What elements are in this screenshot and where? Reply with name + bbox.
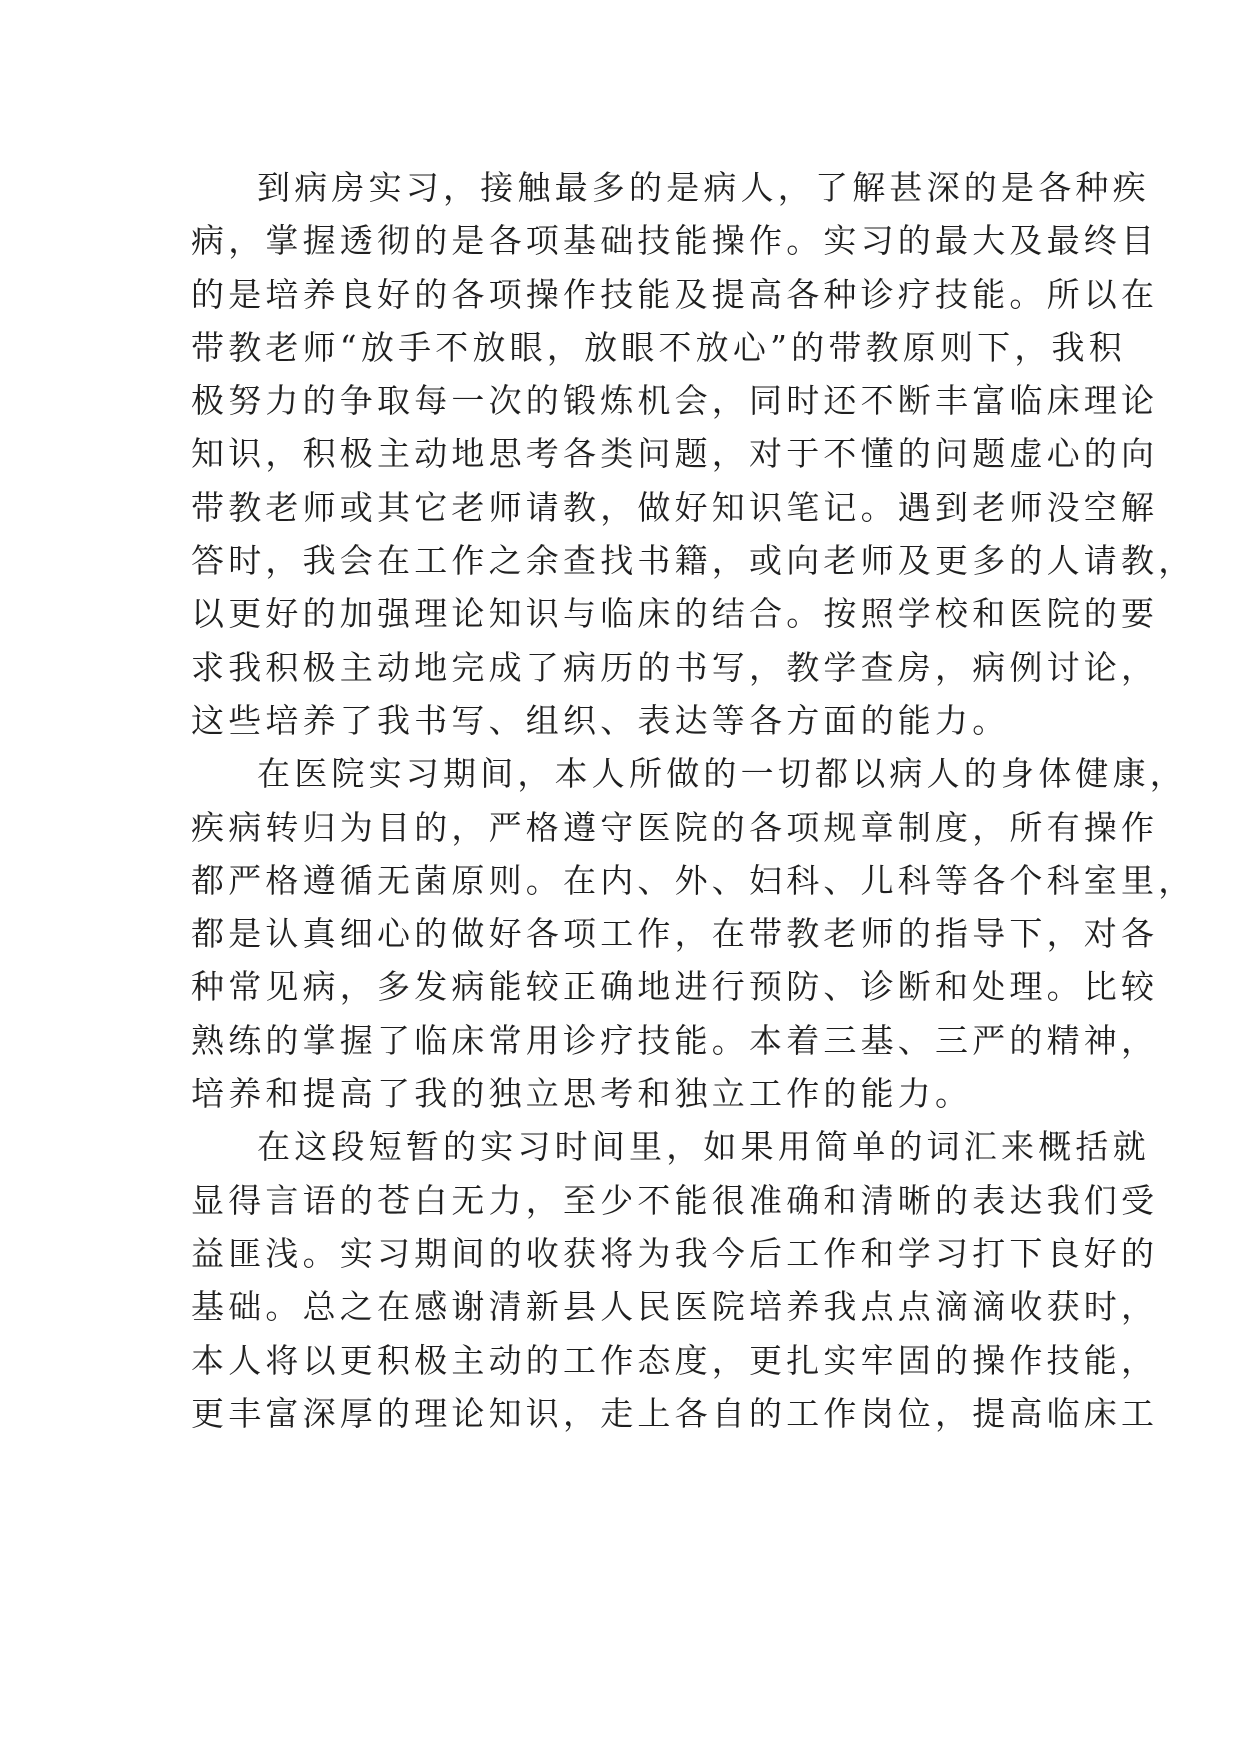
text-line: 求我积极主动地完成了病历的书写，教学查房，病例讨论， <box>191 647 1159 687</box>
paragraph-3 <box>191 1120 1159 1440</box>
text-line: 都严格遵循无菌原则。在内、外、妇科、儿科等各个科室里， <box>191 860 1196 900</box>
text-line: 基础。总之在感谢清新县人民医院培养我点点滴滴收获时， <box>191 1287 1159 1327</box>
text-line: 答时，我会在工作之余查找书籍，或向老师及更多的人请教， <box>191 541 1196 581</box>
text-line: 益匪浅。实习期间的收获将为我今后工作和学习打下良好的 <box>191 1233 1159 1273</box>
text-line: 极努力的争取每一次的锻炼机会，同时还不断丰富临床理论 <box>191 381 1159 421</box>
text-line: 到病房实习，接触最多的是病人，了解甚深的是各种疾 <box>257 168 1150 207</box>
text-line: 都是认真细心的做好各项工作，在带教老师的指导下，对各 <box>191 914 1159 954</box>
text-line: 在这段短暂的实习时间里，如果用简单的词汇来概括就 <box>257 1127 1150 1167</box>
text-line: 以更好的加强理论知识与临床的结合。按照学校和医院的要 <box>191 594 1159 634</box>
paragraph-2 <box>191 747 1196 1120</box>
text-line: 带教老师或其它老师请教，做好知识笔记。遇到老师没空解 <box>191 487 1159 527</box>
text-line: 带教老师“放手不放眼，放眼不放心”的带教原则下，我积 <box>191 327 1126 367</box>
text-line: 知识，积极主动地思考各类问题，对于不懂的问题虚心的向 <box>191 434 1159 474</box>
text-line: 疾病转归为目的，严格遵守医院的各项规章制度，所有操作 <box>191 807 1159 847</box>
text-line: 这些培养了我书写、组织、表达等各方面的能力。 <box>191 700 1010 740</box>
text-line: 熟练的掌握了临床常用诊疗技能。本着三基、三严的精神， <box>191 1020 1159 1060</box>
text-line: 培养和提高了我的独立思考和独立工作的能力。 <box>191 1074 973 1114</box>
text-line: 在医院实习期间，本人所做的一切都以病人的身体健康， <box>257 754 1187 794</box>
text-line: 种常见病，多发病能较正确地进行预防、诊断和处理。比较 <box>191 967 1159 1007</box>
text-line: 更丰富深厚的理论知识，走上各自的工作岗位，提高临床工 <box>191 1393 1159 1433</box>
text-line: 病，掌握透彻的是各项基础技能操作。实习的最大及最终目 <box>191 221 1159 261</box>
text-line: 显得言语的苍白无力，至少不能很准确和清晰的表达我们受 <box>191 1180 1159 1220</box>
text-line: 的是培养良好的各项操作技能及提高各种诊疗技能。所以在 <box>191 274 1159 314</box>
paragraph-1 <box>191 161 1196 747</box>
text-line: 本人将以更积极主动的工作态度，更扎实牢固的操作技能， <box>191 1340 1159 1380</box>
document-body <box>191 161 1196 1440</box>
